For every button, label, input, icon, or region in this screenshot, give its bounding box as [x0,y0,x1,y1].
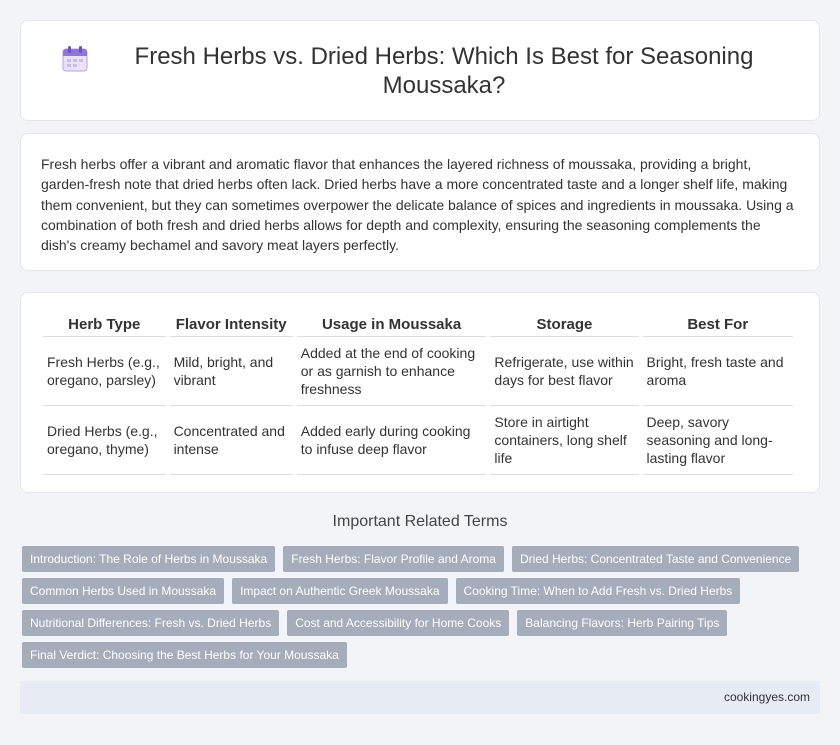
cell-storage: Refrigerate, use within days for best flavor [490,337,638,406]
table-header-row [43,311,793,337]
related-terms-list [22,546,822,674]
related-tag[interactable]: Common Herbs Used in Moussaka [22,578,224,604]
related-tag[interactable]: Fresh Herbs: Flavor Profile and Aroma [283,546,504,572]
tag-row [22,642,822,668]
cell-best-for: Deep, savory seasoning and long-lasting flavor [643,406,793,475]
cell-herb-type: Dried Herbs (e.g., oregano, thyme) [43,406,166,475]
table-row [43,406,793,475]
related-tag[interactable]: Cooking Time: When to Add Fresh vs. Dried Herbs [456,578,741,604]
intro-card [20,133,820,271]
tag-row [22,546,822,572]
intro-paragraph: Fresh herbs offer a vibrant and aromatic flavor that enhances the layered richness of moussaka, providing a bright, garden-fresh note that dried herbs often lack. Dried herbs have a more concentrated taste and a longer shelf life, making them convenient, but they can sometimes overpower the delicate balance of spices and ingredients in moussaka. Using a combination of both fresh and dried herbs allows for depth and complexity, ensuring the seasoning complements the dish's creamy bechamel and savory meat layers perfectly. [41,156,794,254]
cell-best-for: Bright, fresh taste and aroma [643,337,793,406]
related-tag[interactable]: Balancing Flavors: Herb Pairing Tips [517,610,727,636]
related-tag[interactable]: Dried Herbs: Concentrated Taste and Convenience [512,546,799,572]
cell-usage: Added early during cooking to infuse deep flavor [297,406,487,475]
cell-storage: Store in airtight containers, long shelf life [490,406,638,475]
table-row [43,337,793,406]
comparison-table-card [20,292,820,493]
related-tag[interactable]: Impact on Authentic Greek Moussaka [232,578,447,604]
cell-herb-type: Fresh Herbs (e.g., oregano, parsley) [43,337,166,406]
related-tag[interactable]: Introduction: The Role of Herbs in Moussaka [22,546,275,572]
header-flavor-intensity: Flavor Intensity [170,311,293,337]
header-best-for: Best For [643,311,793,337]
related-tag[interactable]: Nutritional Differences: Fresh vs. Dried Herbs [22,610,279,636]
calendar-icon [60,44,90,74]
cell-flavor-intensity: Concentrated and intense [170,406,293,475]
page-title: Fresh Herbs vs. Dried Herbs: Which Is Best for Seasoning Moussaka? [134,42,754,99]
comparison-table [39,311,797,475]
related-tag[interactable]: Final Verdict: Choosing the Best Herbs for Your Moussaka [22,642,347,668]
footer-site-link[interactable]: cookingyes.com [723,690,810,704]
header-usage: Usage in Moussaka [297,311,487,337]
footer [20,681,820,714]
related-tag[interactable]: Cost and Accessibility for Home Cooks [287,610,509,636]
related-terms-heading: Important Related Terms [332,513,508,530]
cell-flavor-intensity: Mild, bright, and vibrant [170,337,293,406]
title-wrap [60,42,780,100]
tag-row [22,610,822,636]
tag-row [22,578,822,604]
header-herb-type: Herb Type [43,311,166,337]
cell-usage: Added at the end of cooking or as garnish to enhance freshness [297,337,487,406]
title-card [20,20,820,121]
header-storage: Storage [490,311,638,337]
